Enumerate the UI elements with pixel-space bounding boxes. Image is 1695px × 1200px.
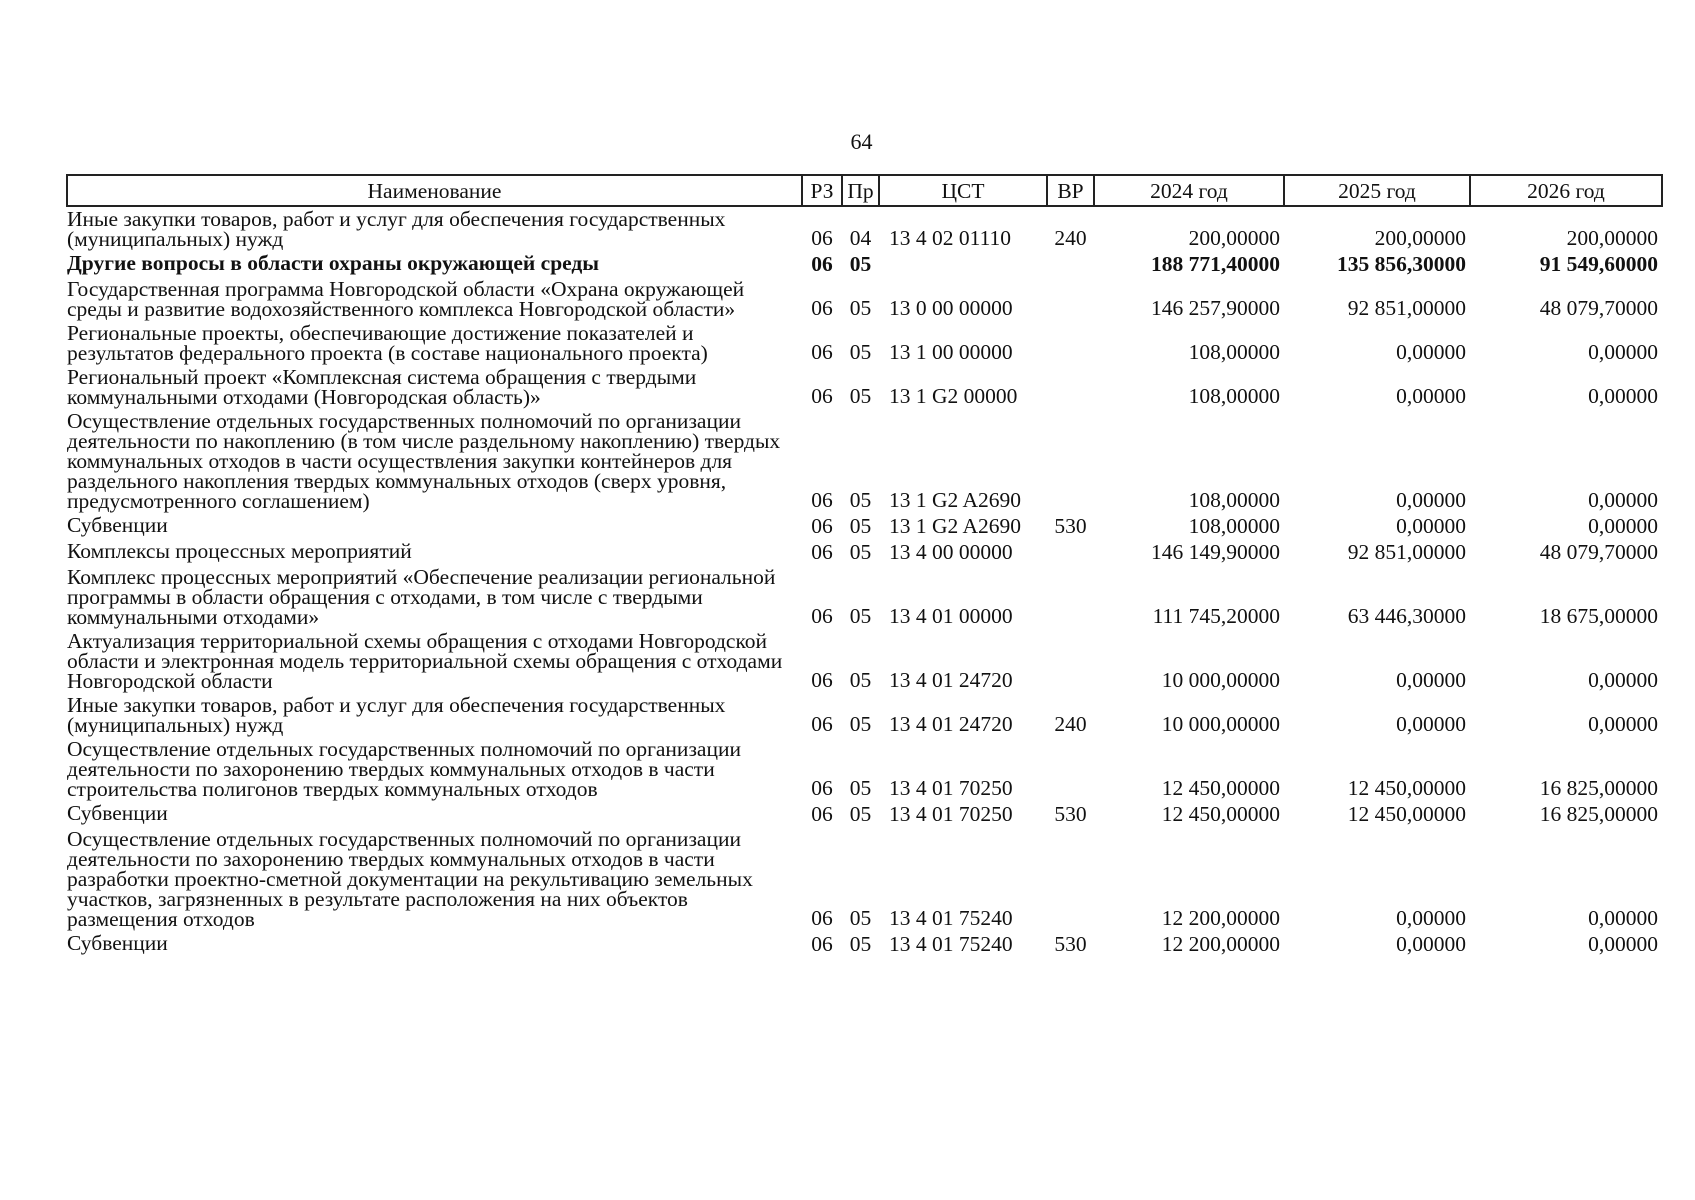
row-amount-2026: 91 549,60000 xyxy=(1539,252,1658,276)
table-row xyxy=(67,409,1662,513)
row-pr: 05 xyxy=(849,540,872,564)
row-vr: 240 xyxy=(1054,712,1087,736)
row-amount-2026: 0,00000 xyxy=(1588,906,1658,930)
row-vr: 530 xyxy=(1054,802,1087,826)
row-amount-2025: 92 851,00000 xyxy=(1347,296,1466,320)
header-name: Наименование xyxy=(67,175,802,206)
row-amount-2026: 0,00000 xyxy=(1588,514,1658,538)
row-cst: 13 4 01 00000 xyxy=(889,604,1013,628)
row-vr xyxy=(1047,409,1094,513)
row-pr: 05 xyxy=(849,384,872,408)
row-cst: 13 4 02 01110 xyxy=(889,226,1012,250)
row-cst: 13 1 00 00000 xyxy=(889,340,1013,364)
table-row xyxy=(67,513,1662,539)
row-rz: 06 xyxy=(811,776,833,800)
row-name: Комплексы процессных мероприятий xyxy=(67,539,412,563)
row-vr xyxy=(1047,251,1094,277)
row-amount-2025: 0,00000 xyxy=(1396,932,1466,956)
row-pr: 04 xyxy=(849,226,872,250)
table-row xyxy=(67,827,1662,931)
row-amount-2024: 12 200,00000 xyxy=(1161,932,1280,956)
row-name: Государственная программа Новгородской области «Охрана окружающей среды и развитие водохозяйственного комплекса Новгородской области» xyxy=(67,277,745,321)
row-pr: 05 xyxy=(849,296,872,320)
row-vr: 530 xyxy=(1054,514,1087,538)
header-rz: РЗ xyxy=(802,175,842,206)
row-amount-2024: 108,00000 xyxy=(1188,384,1280,408)
row-cst: 13 1 G2 A2690 xyxy=(889,514,1021,538)
row-amount-2024: 10 000,00000 xyxy=(1161,712,1280,736)
row-amount-2024: 10 000,00000 xyxy=(1161,668,1280,692)
row-pr: 05 xyxy=(849,488,872,512)
row-rz: 06 xyxy=(811,296,833,320)
row-vr: 530 xyxy=(1054,932,1087,956)
row-vr xyxy=(1047,277,1094,321)
row-cst xyxy=(879,251,1047,277)
header-cst: ЦСТ xyxy=(879,175,1047,206)
row-amount-2026: 0,00000 xyxy=(1588,712,1658,736)
row-pr: 05 xyxy=(849,776,872,800)
row-cst: 13 0 00 00000 xyxy=(889,296,1013,320)
row-rz: 06 xyxy=(811,668,833,692)
row-amount-2025: 0,00000 xyxy=(1396,906,1466,930)
row-name: Субвенции xyxy=(67,931,168,955)
row-name: Другие вопросы в области охраны окружающей среды xyxy=(67,251,600,275)
row-amount-2025: 12 450,00000 xyxy=(1347,776,1466,800)
table-row xyxy=(67,277,1662,321)
row-amount-2025: 63 446,30000 xyxy=(1347,604,1466,628)
row-name: Осуществление отдельных государственных полномочий по организации деятельности по захоронению твердых коммунальных отходов в части строительства полигонов твердых коммунальных отходов xyxy=(67,737,741,801)
table-row xyxy=(67,251,1662,277)
row-cst: 13 4 01 70250 xyxy=(889,776,1013,800)
row-amount-2026: 200,00000 xyxy=(1566,226,1658,250)
row-amount-2026: 48 079,70000 xyxy=(1539,540,1658,564)
row-pr: 05 xyxy=(849,604,872,628)
row-rz: 06 xyxy=(811,226,833,250)
row-name: Субвенции xyxy=(67,801,168,825)
header-vr: ВР xyxy=(1047,175,1094,206)
page-number: 64 xyxy=(850,129,873,154)
row-amount-2025: 0,00000 xyxy=(1396,668,1466,692)
row-pr: 05 xyxy=(849,906,872,930)
row-name: Иные закупки товаров, работ и услуг для обеспечения государственных (муниципальных) нужд xyxy=(67,693,726,737)
table-header xyxy=(67,175,1662,206)
row-amount-2026: 0,00000 xyxy=(1588,932,1658,956)
row-pr: 05 xyxy=(849,252,872,276)
row-amount-2026: 16 825,00000 xyxy=(1539,802,1658,826)
row-amount-2024: 111 745,20000 xyxy=(1152,604,1280,628)
table-body xyxy=(67,206,1662,957)
row-rz: 06 xyxy=(811,252,833,276)
budget-table xyxy=(66,174,1663,957)
table-row xyxy=(67,629,1662,693)
row-amount-2026: 0,00000 xyxy=(1588,384,1658,408)
row-cst: 13 4 01 75240 xyxy=(889,906,1013,930)
row-vr xyxy=(1047,321,1094,365)
row-vr xyxy=(1047,539,1094,565)
row-amount-2025: 0,00000 xyxy=(1396,340,1466,364)
row-cst: 13 1 G2 A2690 xyxy=(889,488,1021,512)
row-name: Осуществление отдельных государственных полномочий по организации деятельности по захоронению твердых коммунальных отходов в части разработки проектно-сметной документации на рекультивацию земельных участков, загрязненных в результате расположения на них объектов размещения отходов xyxy=(67,827,753,931)
row-amount-2025: 0,00000 xyxy=(1396,514,1466,538)
table-row xyxy=(67,565,1662,629)
row-name: Актуализация территориальной схемы обращения с отходами Новгородской области и электронная модель территориальной схемы обращения с отходами Новгородской области xyxy=(67,629,783,693)
row-rz: 06 xyxy=(811,906,833,930)
row-pr: 05 xyxy=(849,340,872,364)
row-pr: 05 xyxy=(849,514,872,538)
row-vr xyxy=(1047,737,1094,801)
row-vr xyxy=(1047,565,1094,629)
row-amount-2024: 146 149,90000 xyxy=(1151,540,1280,564)
row-pr: 05 xyxy=(849,932,872,956)
row-vr xyxy=(1047,365,1094,409)
row-pr: 05 xyxy=(849,712,872,736)
row-name: Региональный проект «Комплексная система обращения с твердыми коммунальными отходами (Новгородская область)» xyxy=(67,365,697,409)
table-row xyxy=(67,801,1662,827)
table-row xyxy=(67,737,1662,801)
row-rz: 06 xyxy=(811,604,833,628)
row-amount-2024: 12 450,00000 xyxy=(1161,802,1280,826)
row-amount-2025: 92 851,00000 xyxy=(1347,540,1466,564)
table-row xyxy=(67,931,1662,957)
row-pr: 05 xyxy=(849,802,872,826)
row-vr xyxy=(1047,827,1094,931)
header-row xyxy=(67,175,1662,206)
row-cst: 13 4 01 24720 xyxy=(889,668,1013,692)
row-vr xyxy=(1047,629,1094,693)
row-cst: 13 4 00 00000 xyxy=(889,540,1013,564)
row-cst: 13 4 01 70250 xyxy=(889,802,1013,826)
row-amount-2025: 0,00000 xyxy=(1396,488,1466,512)
row-amount-2024: 108,00000 xyxy=(1188,514,1280,538)
row-name: Комплекс процессных мероприятий «Обеспечение реализации региональной программы в области обращения с отходами, в том числе с твердыми коммунальными отходами» xyxy=(67,565,776,629)
row-rz: 06 xyxy=(811,488,833,512)
table-row xyxy=(67,693,1662,737)
row-amount-2025: 0,00000 xyxy=(1396,712,1466,736)
row-rz: 06 xyxy=(811,384,833,408)
row-rz: 06 xyxy=(811,932,833,956)
row-cst: 13 4 01 75240 xyxy=(889,932,1013,956)
header-2026: 2026 год xyxy=(1470,175,1662,206)
header-pr: Пр xyxy=(842,175,879,206)
row-name: Осуществление отдельных государственных полномочий по организации деятельности по накоплению (в том числе раздельному накоплению) твердых коммунальных отходов в части осуществления закупки контейнеров для раздельного накопления твердых коммунальных отходов (сверх уровня, предусмотренного соглашением) xyxy=(67,409,781,513)
row-amount-2026: 0,00000 xyxy=(1588,668,1658,692)
row-cst: 13 1 G2 00000 xyxy=(889,384,1018,408)
row-name: Региональные проекты, обеспечивающие достижение показателей и результатов федерального проекта (в составе национального проекта) xyxy=(67,321,708,365)
row-name: Иные закупки товаров, работ и услуг для обеспечения государственных (муниципальных) нужд xyxy=(67,207,726,251)
table-row xyxy=(67,206,1662,251)
row-amount-2024: 200,00000 xyxy=(1188,226,1280,250)
row-amount-2024: 146 257,90000 xyxy=(1151,296,1280,320)
row-amount-2024: 12 450,00000 xyxy=(1161,776,1280,800)
row-amount-2026: 0,00000 xyxy=(1588,340,1658,364)
row-pr: 05 xyxy=(849,668,872,692)
row-rz: 06 xyxy=(811,514,833,538)
row-amount-2024: 188 771,40000 xyxy=(1151,252,1280,276)
header-2025: 2025 год xyxy=(1284,175,1470,206)
row-amount-2024: 12 200,00000 xyxy=(1161,906,1280,930)
row-rz: 06 xyxy=(811,340,833,364)
row-rz: 06 xyxy=(811,802,833,826)
row-vr: 240 xyxy=(1054,226,1087,250)
row-amount-2024: 108,00000 xyxy=(1188,340,1280,364)
table-row xyxy=(67,365,1662,409)
row-rz: 06 xyxy=(811,540,833,564)
row-amount-2025: 0,00000 xyxy=(1396,384,1466,408)
row-amount-2026: 0,00000 xyxy=(1588,488,1658,512)
row-amount-2026: 48 079,70000 xyxy=(1539,296,1658,320)
row-amount-2024: 108,00000 xyxy=(1188,488,1280,512)
row-name: Субвенции xyxy=(67,513,168,537)
row-amount-2025: 200,00000 xyxy=(1374,226,1466,250)
table-row xyxy=(67,539,1662,565)
row-amount-2026: 18 675,00000 xyxy=(1539,604,1658,628)
row-rz: 06 xyxy=(811,712,833,736)
header-2024: 2024 год xyxy=(1094,175,1284,206)
row-amount-2025: 12 450,00000 xyxy=(1347,802,1466,826)
row-amount-2025: 135 856,30000 xyxy=(1337,252,1466,276)
row-cst: 13 4 01 24720 xyxy=(889,712,1013,736)
row-amount-2026: 16 825,00000 xyxy=(1539,776,1658,800)
table-row xyxy=(67,321,1662,365)
